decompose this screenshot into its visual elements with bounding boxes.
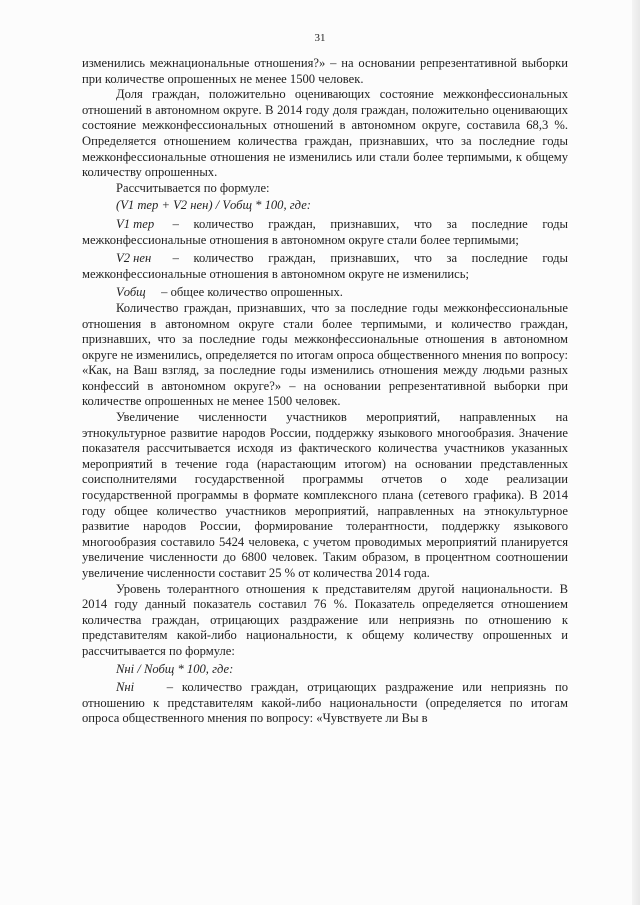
paragraph: Количество граждан, признавших, что за последние годы межконфессиональные отношения в автономном округе стали более терпимыми, и количество граждан, признавших, что за последние годы межконфессиональные отношения в автономном округе не изменились, определяется по итогам опроса общественного мнения по вопросу: «Как, на Ваш взгляд, за последние годы изменились отношения между людьми разных конфессий в автономном округе?» – на основании репрезентативной выборки при количестве опрошенных не менее 1500 человек.: [82, 300, 568, 409]
variable-description: – количество граждан, признавших, что за последние годы межконфессиональные отношения в автономном округе не изменились;: [82, 251, 568, 281]
paragraph: изменились межнациональные отношения?» – на основании репрезентативной выборки при количестве опрошенных не менее 1500 человек.: [82, 56, 568, 86]
formula-variable-definition: [82, 285, 568, 301]
paragraph: Доля граждан, положительно оценивающих состояние межконфессиональных отношений в автономном округе. В 2014 году доля граждан, положительно оценивающих состояние межконфессиональных отношений в автономном округе, составила 68,3 %. Определяется отношением количества граждан, признавших, что за последние годы межконфессиональные отношения не изменились или стали более терпимыми, к общему количеству опрошенных.: [82, 87, 568, 180]
variable-description: – количество граждан, признавших, что за последние годы межконфессиональные отношения в автономном округе стали более терпимыми;: [82, 216, 568, 247]
formula: Nні / Nобщ * 100, где:: [116, 661, 234, 676]
paragraph: Увеличение численности участников мероприятий, направленных на этнокультурное развитие народов России, поддержку языкового многообразия. Значение показателя рассчитывается исходя из фактического количества участников указанных мероприятий в течение года (нарастающим итогом) на основании представленных соисполнителями государственной программы отчетов о ходе реализации государственной программы в формате комплексного плана (сетевого графика). В 2014 году общее количество участников мероприятий, направленных на этнокультурное развитие народов России, формирование толерантности, поддержку языкового многообразия составило 5424 человека, с учетом проводимых мероприятий планируется увеличение численности до 6800 человек. Таким образом, в процентном соотношении увеличение численности составит 25 % от количества 2014 года.: [82, 410, 568, 580]
formula-variable-definition: [82, 251, 568, 282]
variable-symbol: Nні: [116, 680, 135, 695]
document-body: [82, 56, 568, 727]
variable-symbol: V2 нен: [116, 251, 152, 266]
formula-variable-definition: [82, 217, 568, 248]
variable-symbol: Vобщ: [116, 285, 146, 300]
page-number: 31: [314, 32, 326, 44]
formula-variable-definition: [82, 680, 568, 727]
formula: (V1 тер + V2 нен) / Vобщ * 100, где:: [116, 198, 311, 213]
paragraph: Рассчитывается по формуле:: [116, 180, 270, 195]
paragraph: Уровень толерантного отношения к представителям другой национальности. В 2014 году данный показатель составил 76 %. Показатель определяется отношением количества граждан, отрицающих раздражение или неприязнь по отношению к представителям какой-либо национальности, к общему количеству опрошенных и рассчитывается по формуле:: [82, 581, 568, 658]
scan-edge-shadow: [632, 0, 640, 905]
variable-symbol: V1 тер: [116, 216, 155, 231]
variable-description: – количество граждан, отрицающих раздражение или неприязнь по отношению к представителям какой-либо национальности (определяется по итогам опроса общественного мнения по вопросу: «Чувствуете ли Вы в: [82, 680, 568, 726]
variable-description: – общее количество опрошенных.: [161, 285, 343, 300]
